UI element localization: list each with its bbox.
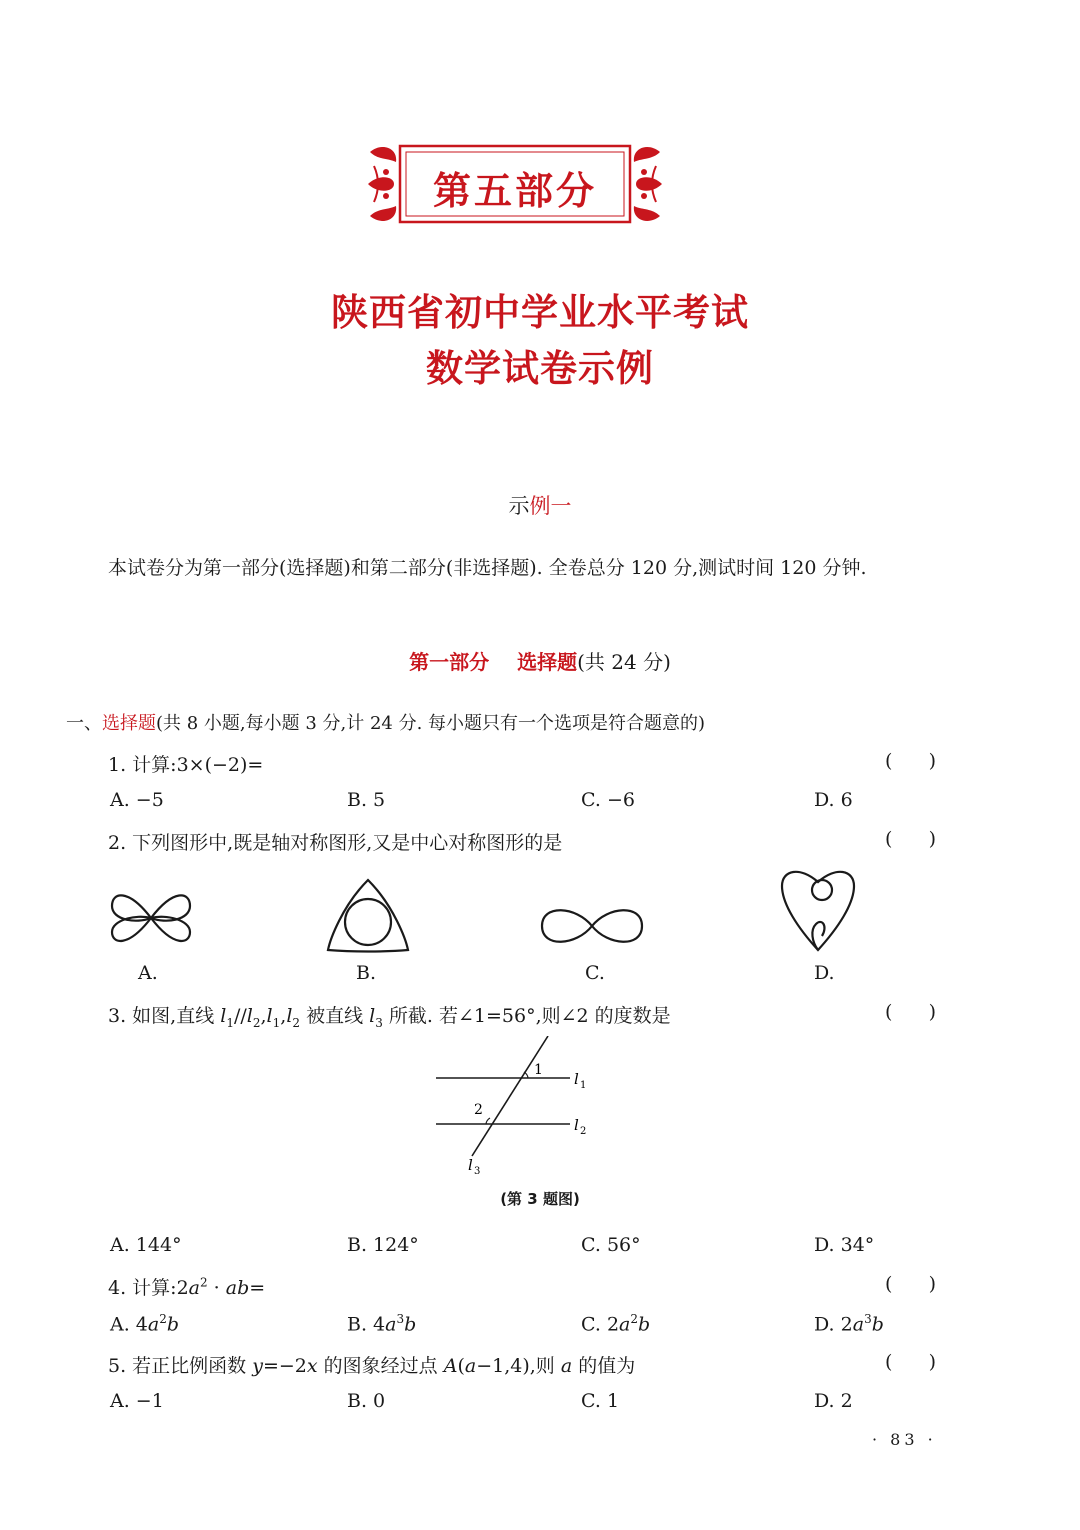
angle-1-arc <box>524 1072 528 1078</box>
q4-option-c[interactable] <box>581 1312 650 1335</box>
paren-open: ( <box>457 1355 465 1377</box>
sub-index: 3 <box>375 1015 383 1030</box>
var-l: l <box>369 1005 376 1027</box>
q3-stem-part: 被直线 <box>300 1005 370 1027</box>
var-l: l <box>220 1005 227 1027</box>
var-y: y <box>252 1355 263 1377</box>
label-l2: l <box>574 1116 579 1134</box>
q3-stem-part: 3. 如图,直线 <box>108 1005 221 1027</box>
sub-index: 2 <box>252 1015 261 1030</box>
coordinate-rest: −1,4) <box>476 1355 530 1377</box>
four-leaf-clover-figure[interactable] <box>106 880 196 956</box>
label-l1: l <box>574 1070 579 1088</box>
q3-stem-part: , <box>260 1005 267 1027</box>
equation-part: =−2 <box>262 1355 307 1377</box>
angle-2-label: 2 <box>474 1102 483 1118</box>
q3-option-a[interactable]: A. 144° <box>110 1234 182 1256</box>
infinity-figure[interactable] <box>536 900 648 952</box>
part-one-label: 第一部分 <box>409 650 490 674</box>
exponent: 2 <box>159 1312 167 1326</box>
part-one-topic: 选择题 <box>517 650 578 674</box>
equals-sign: = <box>249 1277 266 1299</box>
q5-stem <box>108 1351 635 1378</box>
q5-answer-blank[interactable]: ( ) <box>885 1351 937 1373</box>
q4-option-b[interactable] <box>347 1312 416 1335</box>
q3-stem-part: 所截. 若∠1=56°,则∠2 的度数是 <box>382 1005 671 1027</box>
q2-stem: 2. 下列图形中,既是轴对称图形,又是中心对称图形的是 <box>108 832 563 854</box>
exponent: 3 <box>396 1312 405 1326</box>
var-l: l <box>286 1005 293 1027</box>
q2-option-a[interactable]: A. <box>138 962 158 984</box>
var-a: a <box>464 1355 477 1377</box>
var-l: l <box>246 1005 253 1027</box>
q2-option-c[interactable]: C. <box>585 962 605 984</box>
comma: , <box>280 1005 287 1027</box>
angle-2-arc <box>486 1118 490 1124</box>
sub-index: 1 <box>272 1015 281 1030</box>
q1-option-d[interactable]: D. 6 <box>814 789 853 811</box>
q3-option-b[interactable]: B. 124° <box>347 1234 419 1256</box>
label-l3-sub: 3 <box>474 1166 481 1177</box>
q4-stem <box>108 1273 265 1300</box>
q2-answer-blank[interactable]: ( ) <box>885 828 937 850</box>
var-b: b <box>638 1313 651 1336</box>
section-label: 选择题 <box>102 713 156 734</box>
section-one-heading <box>66 709 705 735</box>
example-heading <box>0 490 1080 520</box>
q4-option-d[interactable] <box>814 1312 884 1335</box>
part-one-heading <box>0 646 1080 675</box>
var-ab: ab <box>225 1277 250 1299</box>
q4-answer-blank[interactable]: ( ) <box>885 1273 937 1295</box>
point-a: A <box>443 1355 458 1377</box>
var-b: b <box>404 1313 417 1336</box>
option-prefix: A. 4 <box>110 1313 148 1336</box>
var-a: a <box>560 1355 573 1377</box>
option-prefix: C. 2 <box>581 1313 620 1336</box>
label-l2-sub: 2 <box>580 1126 587 1137</box>
var-a: a <box>619 1313 631 1336</box>
section-desc: (共 8 小题,每小题 3 分,计 24 分. 每小题只有一个选项是符合题意的) <box>156 713 706 734</box>
example-highlight: 例一 <box>529 494 572 518</box>
q5-stem-part: 5. 若正比例函数 <box>108 1355 253 1377</box>
sub-index: 1 <box>226 1015 234 1030</box>
triquetra-figure[interactable] <box>322 878 414 956</box>
q5-option-b[interactable]: B. 0 <box>347 1390 386 1412</box>
q3-option-c[interactable]: C. 56° <box>581 1234 641 1256</box>
example-prefix: 示 <box>508 494 530 518</box>
q1-answer-blank[interactable]: ( ) <box>885 750 937 772</box>
q5-stem-part: ,则 <box>529 1355 561 1377</box>
heart-loop-figure[interactable] <box>778 864 858 956</box>
q1-option-a[interactable]: A. −5 <box>110 789 164 811</box>
page-number: · 83 · <box>872 1430 937 1449</box>
sub-index: 2 <box>292 1015 301 1030</box>
option-prefix: D. 2 <box>814 1313 853 1336</box>
exponent: 3 <box>864 1312 872 1326</box>
q3-option-d[interactable]: D. 34° <box>814 1234 875 1256</box>
var-a: a <box>852 1313 865 1336</box>
label-l1-sub: 1 <box>580 1080 587 1091</box>
q3-figure-caption: (第 3 题图) <box>500 1190 580 1208</box>
label-l3: l <box>468 1156 473 1174</box>
var-b: b <box>166 1313 180 1336</box>
var-l: l <box>266 1005 273 1027</box>
option-prefix: B. 4 <box>347 1313 386 1336</box>
q1-option-b[interactable]: B. 5 <box>347 789 386 811</box>
var-x: x <box>306 1355 318 1377</box>
parallel-sign: // <box>233 1005 247 1027</box>
q3-stem <box>108 1001 671 1030</box>
exponent: 2 <box>630 1312 638 1326</box>
section-prefix: 一、 <box>66 713 102 734</box>
q5-stem-part: 的值为 <box>572 1355 636 1377</box>
var-b: b <box>871 1313 884 1336</box>
part-banner-title: 第五部分 <box>432 169 597 213</box>
q2-option-d[interactable]: D. <box>814 962 835 984</box>
q1-option-c[interactable]: C. −6 <box>581 789 635 811</box>
q5-option-d[interactable]: D. 2 <box>814 1390 853 1412</box>
q2-option-b[interactable]: B. <box>356 962 377 984</box>
q5-option-a[interactable]: A. −1 <box>110 1390 164 1412</box>
line-l3 <box>472 1036 548 1156</box>
exponent: 2 <box>200 1275 208 1290</box>
var-a: a <box>147 1313 160 1336</box>
q4-stem-part: 4. 计算:2 <box>108 1277 189 1299</box>
intro-paragraph: 本试卷分为第一部分(选择题)和第二部分(非选择题). 全卷总分 120 分,测试时间 120 分钟. <box>108 557 867 579</box>
q1-stem: 1. 计算:3×(−2)= <box>108 754 264 776</box>
angle-1-label: 1 <box>534 1062 543 1078</box>
parallel-lines-figure <box>430 1036 600 1184</box>
var-a: a <box>188 1277 200 1299</box>
dot-operator: · <box>207 1277 226 1299</box>
exam-title-line2: 数学试卷示例 <box>426 347 654 390</box>
part-one-points: (共 24 分) <box>577 650 671 674</box>
q5-stem-part: 的图象经过点 <box>317 1355 444 1377</box>
var-a: a <box>385 1313 397 1336</box>
exam-title-line1: 陕西省初中学业水平考试 <box>331 291 749 334</box>
q3-answer-blank[interactable]: ( ) <box>885 1001 937 1023</box>
q4-option-a[interactable] <box>110 1312 179 1335</box>
q5-option-c[interactable]: C. 1 <box>581 1390 620 1412</box>
